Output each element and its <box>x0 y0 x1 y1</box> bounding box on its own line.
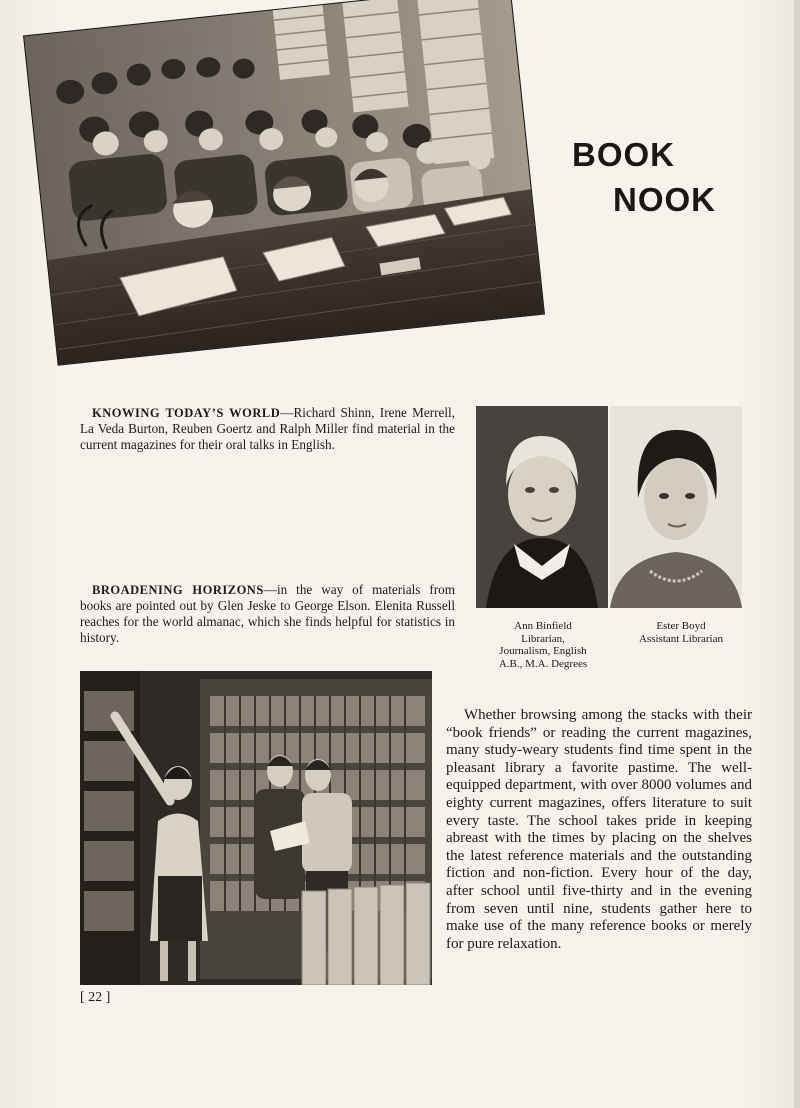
portrait-line: Librarian, <box>521 632 565 645</box>
caption-text: —Richard Shinn, Irene Merrell, La Veda Burton, Reuben Goertz and Ralph Miller find material in the current magazines for their oral talks in English. <box>80 405 455 452</box>
page-number: [ 22 ] <box>80 990 111 1005</box>
portrait-line: Journalism, English <box>499 645 587 657</box>
heading-book: BOOK <box>572 136 675 173</box>
portrait-name: Ester Boyd <box>656 620 706 632</box>
caption-lead: KNOWING TODAY’S WORLD <box>92 406 281 420</box>
portrait-ester-boyd <box>610 406 742 608</box>
caption-knowing-todays-world <box>80 405 455 453</box>
portrait-line: Assistant Librarian <box>638 632 723 645</box>
portrait-name: Ann Binfield <box>514 620 572 632</box>
caption-lead: BROADENING HORIZONS <box>92 583 264 597</box>
heading-nook: NOOK <box>613 181 716 218</box>
library-reading-photo <box>24 0 544 365</box>
portrait-line: A.B., M.A. Degrees <box>498 657 588 670</box>
caption-text: —in the way of materials from books are pointed out by Glen Jeske to George Elson. Elenita Russell reaches for the world almanac, which she finds helpful for statistics in history. <box>80 582 455 645</box>
portrait-caption-ann-binfield <box>473 620 613 670</box>
caption-broadening-horizons <box>80 582 455 646</box>
body-paragraph: Whether browsing among the stacks with their “book friends” or reading the current magazines, many study-weary students find time spent in the pleasant library a favorite pastime. The well-equipped department, with over 8000 volumes and eighty current magazines, offers literature to suit every taste. The school takes pride in keeping abreast with the times by placing on the shelves the latest reference materials and the outstanding fiction and non-fiction. Every hour of the day, after school until five-thirty and in the evening from seven until nine, students gather here to make use of the many reference books or merely for pure relaxation. <box>446 707 752 952</box>
portrait-ann-binfield <box>476 406 608 608</box>
page-edge <box>794 0 800 1108</box>
library-stacks-photo <box>80 671 432 985</box>
portrait-caption-ester-boyd <box>611 620 751 645</box>
